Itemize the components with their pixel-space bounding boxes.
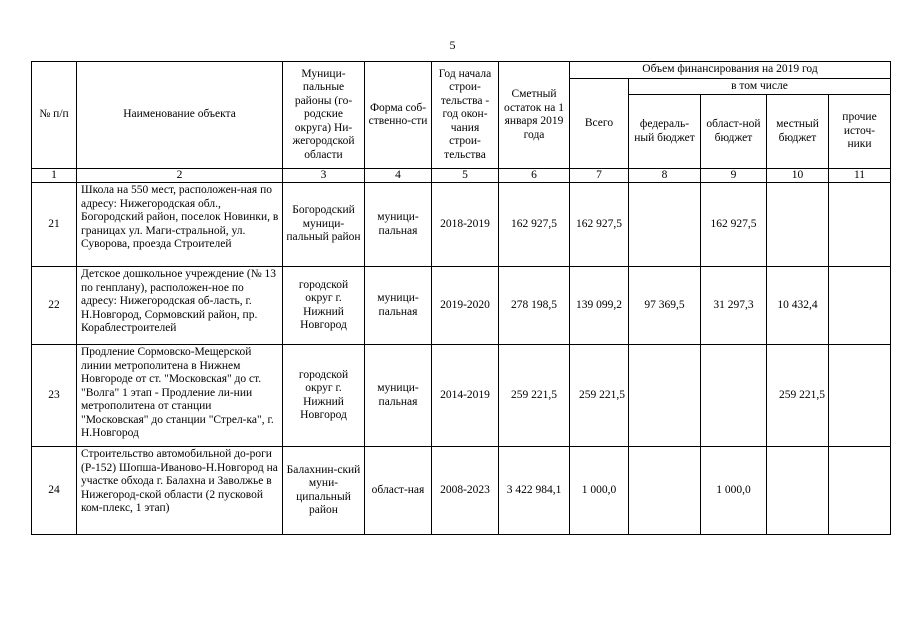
column-number: 11 bbox=[829, 169, 891, 183]
row-total: 162 927,5 bbox=[570, 183, 629, 267]
row-regional: 1 000,0 bbox=[701, 447, 767, 535]
row-ownership: муници-пальная bbox=[365, 267, 432, 345]
header-financing-group: Объем финансирования на 2019 год bbox=[570, 62, 891, 79]
table-row bbox=[32, 183, 891, 267]
row-other bbox=[829, 183, 891, 267]
header-total: Всего bbox=[570, 78, 629, 169]
header-ownership: Форма соб-ственно-сти bbox=[365, 62, 432, 169]
row-balance: 162 927,5 bbox=[499, 183, 570, 267]
row-name: Детское дошкольное учреждение (№ 13 по генплану), расположен-ное по адресу: Нижегородская об-ласть, г. Н.Новгород, Сормовский район, пр. Кораблестроителей bbox=[77, 267, 283, 345]
row-num: 24 bbox=[32, 447, 77, 535]
row-other bbox=[829, 447, 891, 535]
table-row bbox=[32, 267, 891, 345]
table-row bbox=[32, 345, 891, 447]
header-num: № п/п bbox=[32, 62, 77, 169]
column-number: 4 bbox=[365, 169, 432, 183]
row-local: 259 221,5 bbox=[767, 345, 829, 447]
financing-table bbox=[31, 61, 891, 535]
header-subgroup: в том числе bbox=[629, 78, 891, 95]
row-ownership: област-ная bbox=[365, 447, 432, 535]
column-number: 7 bbox=[570, 169, 629, 183]
row-balance: 259 221,5 bbox=[499, 345, 570, 447]
row-num: 21 bbox=[32, 183, 77, 267]
row-years: 2008-2023 bbox=[432, 447, 499, 535]
row-regional bbox=[701, 345, 767, 447]
header-regional: област-ной бюджет bbox=[701, 95, 767, 169]
column-number: 1 bbox=[32, 169, 77, 183]
row-other bbox=[829, 345, 891, 447]
row-local bbox=[767, 183, 829, 267]
column-number: 10 bbox=[767, 169, 829, 183]
row-ownership: муници-пальная bbox=[365, 345, 432, 447]
row-ownership: муници-пальная bbox=[365, 183, 432, 267]
row-total: 139 099,2 bbox=[570, 267, 629, 345]
table-row bbox=[32, 447, 891, 535]
column-number: 6 bbox=[499, 169, 570, 183]
row-name: Продление Сормовско-Мещерской линии метрополитена в Нижнем Новгороде от ст. "Московская" до ст. "Волга" 1 этап - Продление ли-нии метрополитена от станции "Московская" до станции "Стрел-ка", г. Н.Новгород bbox=[77, 345, 283, 447]
column-number: 2 bbox=[77, 169, 283, 183]
column-number: 9 bbox=[701, 169, 767, 183]
column-number: 5 bbox=[432, 169, 499, 183]
row-years: 2014-2019 bbox=[432, 345, 499, 447]
header-balance: Сметный остаток на 1 января 2019 года bbox=[499, 62, 570, 169]
row-federal: 97 369,5 bbox=[629, 267, 701, 345]
row-total: 259 221,5 bbox=[570, 345, 629, 447]
row-federal bbox=[629, 447, 701, 535]
header-row-1 bbox=[32, 62, 891, 79]
row-years: 2019-2020 bbox=[432, 267, 499, 345]
header-district: Муници-пальные районы (го-родские округа) Ни-жегородской области bbox=[283, 62, 365, 169]
row-years: 2018-2019 bbox=[432, 183, 499, 267]
row-local: 10 432,4 bbox=[767, 267, 829, 345]
row-balance: 3 422 984,1 bbox=[499, 447, 570, 535]
row-num: 23 bbox=[32, 345, 77, 447]
column-number-row bbox=[32, 169, 891, 183]
page-number: 5 bbox=[449, 38, 456, 52]
column-number: 3 bbox=[283, 169, 365, 183]
row-regional: 31 297,3 bbox=[701, 267, 767, 345]
row-district: городской округ г. Нижний Новгород bbox=[283, 267, 365, 345]
column-number: 8 bbox=[629, 169, 701, 183]
row-name: Строительство автомобильной до-роги (Р-152) Шопша-Иваново-Н.Новгород на участке обхода г. Балахна и Заволжье в Нижегород-ской области (2 пусковой ком-плекс, 1 этап) bbox=[77, 447, 283, 535]
row-name: Школа на 550 мест, расположен-ная по адресу: Нижегородская обл., Богородский район, поселок Новинки, в границах ул. Маги-стральной, ул. Суворова, проезда Строителей bbox=[77, 183, 283, 267]
row-federal bbox=[629, 183, 701, 267]
row-district: Богородский муници-пальный район bbox=[283, 183, 365, 267]
row-num: 22 bbox=[32, 267, 77, 345]
row-district: городской округ г. Нижний Новгород bbox=[283, 345, 365, 447]
row-total: 1 000,0 bbox=[570, 447, 629, 535]
header-federal: федераль-ный бюджет bbox=[629, 95, 701, 169]
row-other bbox=[829, 267, 891, 345]
header-years: Год начала строи-тельства - год окон-чания строи-тельства bbox=[432, 62, 499, 169]
row-local bbox=[767, 447, 829, 535]
header-local: местный бюджет bbox=[767, 95, 829, 169]
row-federal bbox=[629, 345, 701, 447]
row-balance: 278 198,5 bbox=[499, 267, 570, 345]
header-name: Наименование объекта bbox=[77, 62, 283, 169]
row-district: Балахнин-ский муни-ципальный район bbox=[283, 447, 365, 535]
header-other: прочие источ-ники bbox=[829, 95, 891, 169]
row-regional: 162 927,5 bbox=[701, 183, 767, 267]
